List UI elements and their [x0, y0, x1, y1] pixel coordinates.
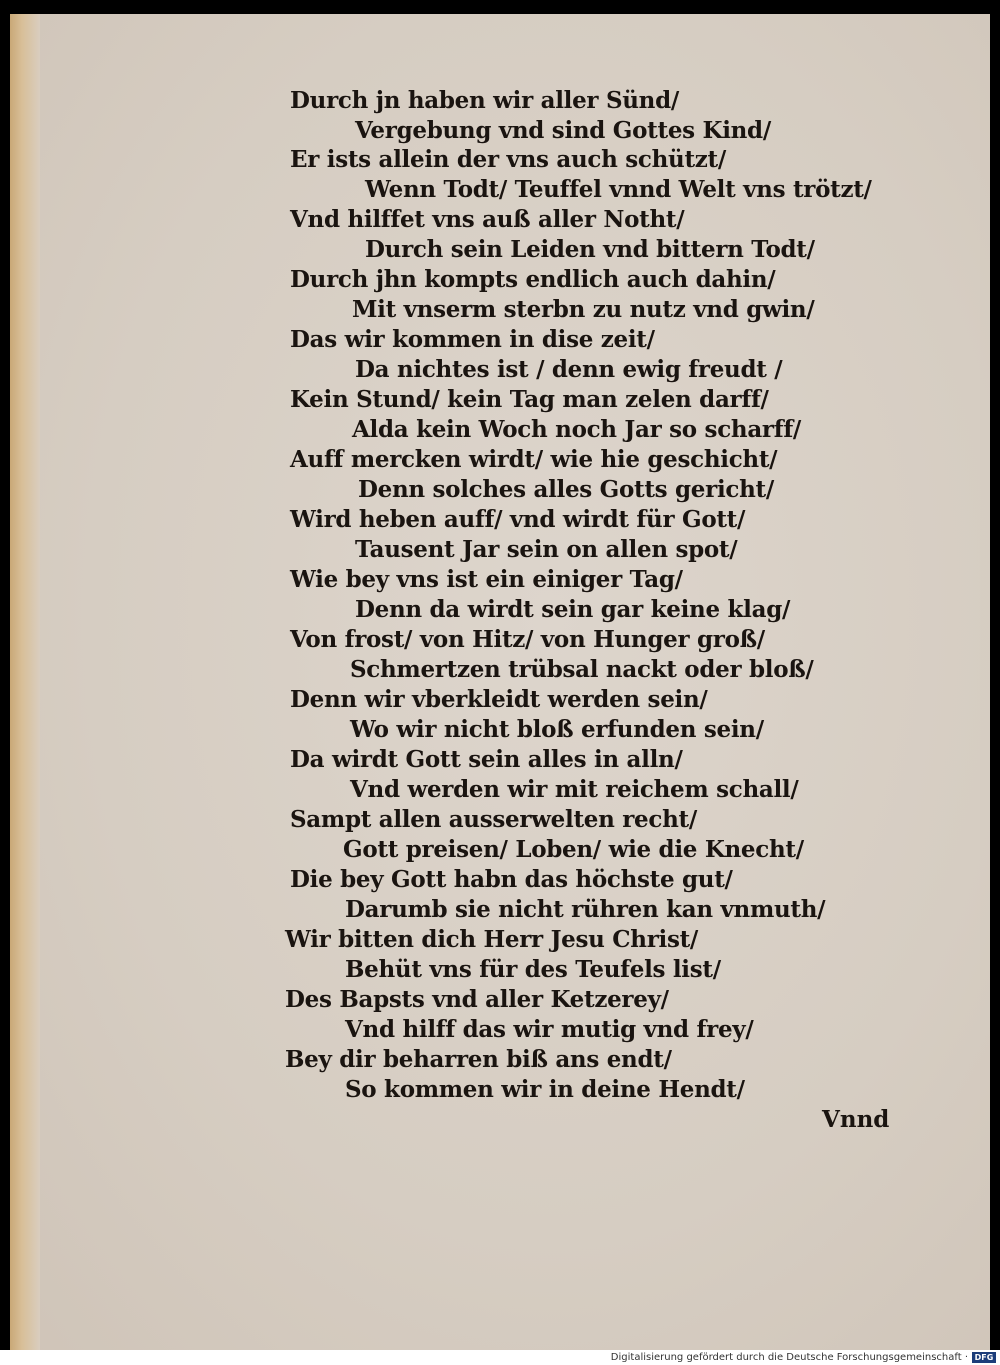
verse-line: Denn solches alles Gotts gericht/ — [358, 476, 774, 503]
verse-line: Vergebung vnd sind Gottes Kind/ — [355, 117, 771, 144]
verse-line: So kommen wir in deine Hendt/ — [345, 1076, 745, 1103]
verse-line: Die bey Gott habn das höchste gut/ — [290, 866, 733, 893]
verse-line: Wo wir nicht bloß erfunden sein/ — [350, 716, 764, 743]
verse-line: Er ists allein der vns auch schützt/ — [290, 146, 726, 173]
verse-line: Behüt vns für des Teufels list/ — [345, 956, 721, 983]
verse-line: Mit vnserm sterbn zu nutz vnd gwin/ — [352, 296, 815, 323]
verse-line: Darumb sie nicht rühren kan vnmuth/ — [345, 896, 826, 923]
verse-line: Sampt allen ausserwelten recht/ — [290, 806, 697, 833]
verse-line: Das wir kommen in dise zeit/ — [290, 326, 655, 353]
verse-line: Wenn Todt/ Teuffel vnnd Welt vns trötzt/ — [365, 176, 872, 203]
verse-line: Wie bey vns ist ein einiger Tag/ — [290, 566, 683, 593]
verse-line: Kein Stund/ kein Tag man zelen darff/ — [290, 386, 769, 413]
verse-line: Gott preisen/ Loben/ wie die Knecht/ — [343, 836, 804, 863]
verse-line: Wir bitten dich Herr Jesu Christ/ — [285, 926, 699, 953]
verse-line: Da wirdt Gott sein alles in alln/ — [290, 746, 683, 773]
verse-line: Vnd hilff das wir mutig vnd frey/ — [345, 1016, 754, 1043]
verse-line: Vnd hilffet vns auß aller Notht/ — [290, 206, 685, 233]
verse-line: Denn wir vberkleidt werden sein/ — [290, 686, 708, 713]
verse-line: Tausent Jar sein on allen spot/ — [355, 536, 738, 563]
verse-line: Durch jn haben wir aller Sünd/ — [290, 87, 679, 114]
verse-line: Denn da wirdt sein gar keine klag/ — [355, 596, 791, 623]
footer-bar — [0, 1350, 1000, 1365]
verse-line: Auff mercken wirdt/ wie hie geschicht/ — [290, 446, 778, 473]
verse-line: Des Bapsts vnd aller Ketzerey/ — [285, 986, 669, 1013]
catchword: Vnnd — [822, 1106, 890, 1133]
verse-line: Durch jhn kompts endlich auch dahin/ — [290, 266, 776, 293]
dfg-logo: DFG — [972, 1352, 996, 1363]
verse-line: Bey dir beharren biß ans endt/ — [285, 1046, 672, 1073]
verse-line: Durch sein Leiden vnd bittern Todt/ — [365, 236, 815, 263]
verse-line: Von frost/ von Hitz/ von Hunger groß/ — [290, 626, 765, 653]
verse-line: Vnd werden wir mit reichem schall/ — [350, 776, 799, 803]
funding-credit: Digitalisierung gefördert durch die Deutsche Forschungsgemeinschaft · — [610, 1352, 968, 1363]
verse-line: Alda kein Woch noch Jar so scharff/ — [352, 416, 802, 443]
verse-line: Wird heben auff/ vnd wirdt für Gott/ — [290, 506, 746, 533]
verse-line: Da nichtes ist / denn ewig freudt / — [355, 356, 783, 383]
verse-line: Schmertzen trübsal nackt oder bloß/ — [350, 656, 814, 683]
